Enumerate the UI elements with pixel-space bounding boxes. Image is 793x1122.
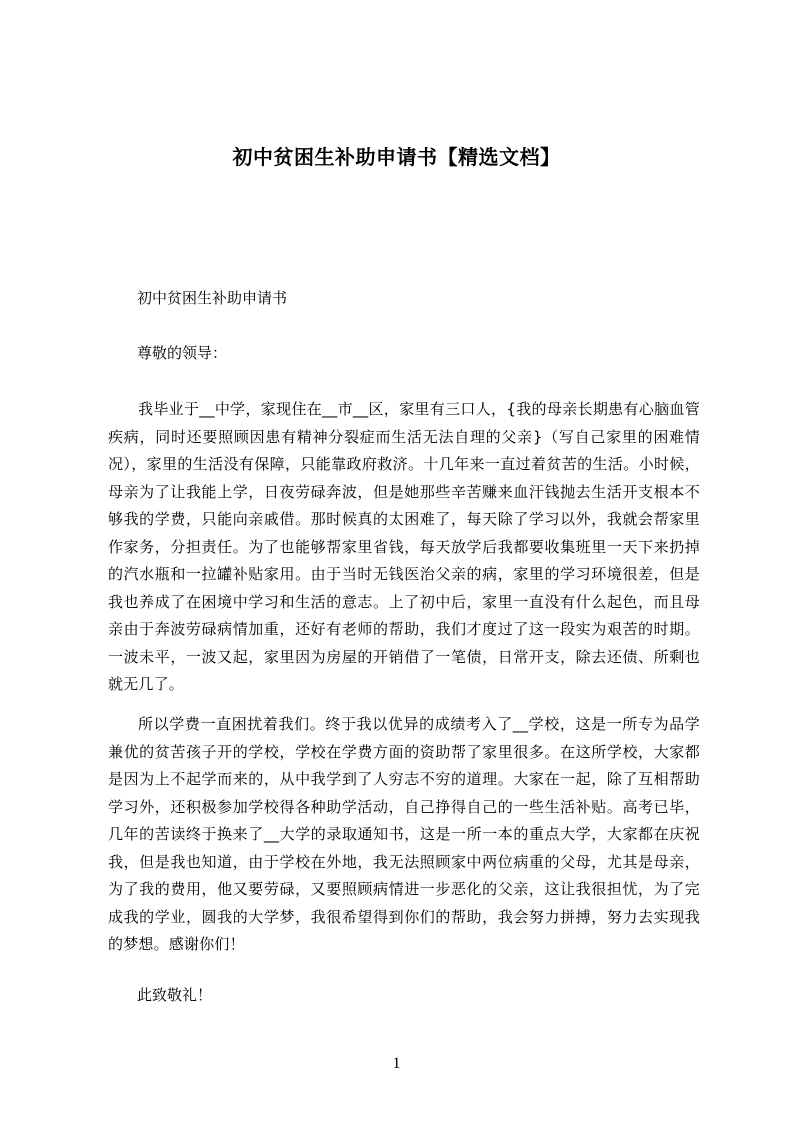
closing-line: 此致敬礼！ [137,986,213,1004]
salutation: 尊敬的领导： [137,344,228,362]
letter-heading: 初中贫困生补助申请书 [137,289,288,307]
document-title: 初中贫困生补助申请书【精选文档】 [232,145,561,169]
body-paragraph-1: 我毕业于__中学，家现住在__市__区，家里有三口人，{我的母亲长期患有心脑血管疾病，同时还要照顾因患有精神分裂症而生活无法自理的父亲}（写自己家里的困难情况），家里的生活没有保障，只能靠政府救济。十几年来一直过着贫苦的生活。小时候，母亲为了让我能上学，日夜劳碌奔波，但是她那些辛苦赚来血汗钱抛去生活开支根本不够我的学费，只能向亲戚借。那时候真的太困难了，每天除了学习以外，我就会帮家里作家务，分担责任。为了也能够帮家里省钱，每天放学后我都要收集班里一天下来扔掉的汽水瓶和一拉罐补贴家用。由于当时无钱医治父亲的病，家里的学习环境很差，但是我也养成了在困境中学习和生活的意志。上了初中后，家里一直没有什么起色，而且母亲由于奔波劳碌病情加重，还好有老师的帮助，我们才度过了这一段实为艰苦的时期。一波未平，一波又起，家里因为房屋的开销借了一笔债，日常开支，除去还债、所剩也就无几了。 [108,400,700,693]
page-number: 1 [392,1055,401,1072]
body-paragraph-2: 所以学费一直困扰着我们。终于我以优异的成绩考入了__学校，这是一所专为品学兼优的贫苦孩子开的学校，学校在学费方面的资助帮了家里很多。在这所学校，大家都是因为上不起学而来的，从中我学到了人穷志不穷的道理。大家在一起，除了互相帮助学习外，还积极参加学校得各种助学活动，自己挣得自己的一些生活补贴。高考已毕，几年的苦读终于换来了__大学的录取通知书，这是一所一本的重点大学，大家都在庆祝我，但是我也知道，由于学校在外地，我无法照顾家中两位病重的父母，尤其是母亲，为了我的费用，他又要劳碌，又要照顾病情进一步恶化的父亲，这让我很担忧，为了完成我的学业，圆我的大学梦，我很希望得到你们的帮助，我会努力拼搏，努力去实现我的梦想。感谢你们！ [108,715,700,953]
